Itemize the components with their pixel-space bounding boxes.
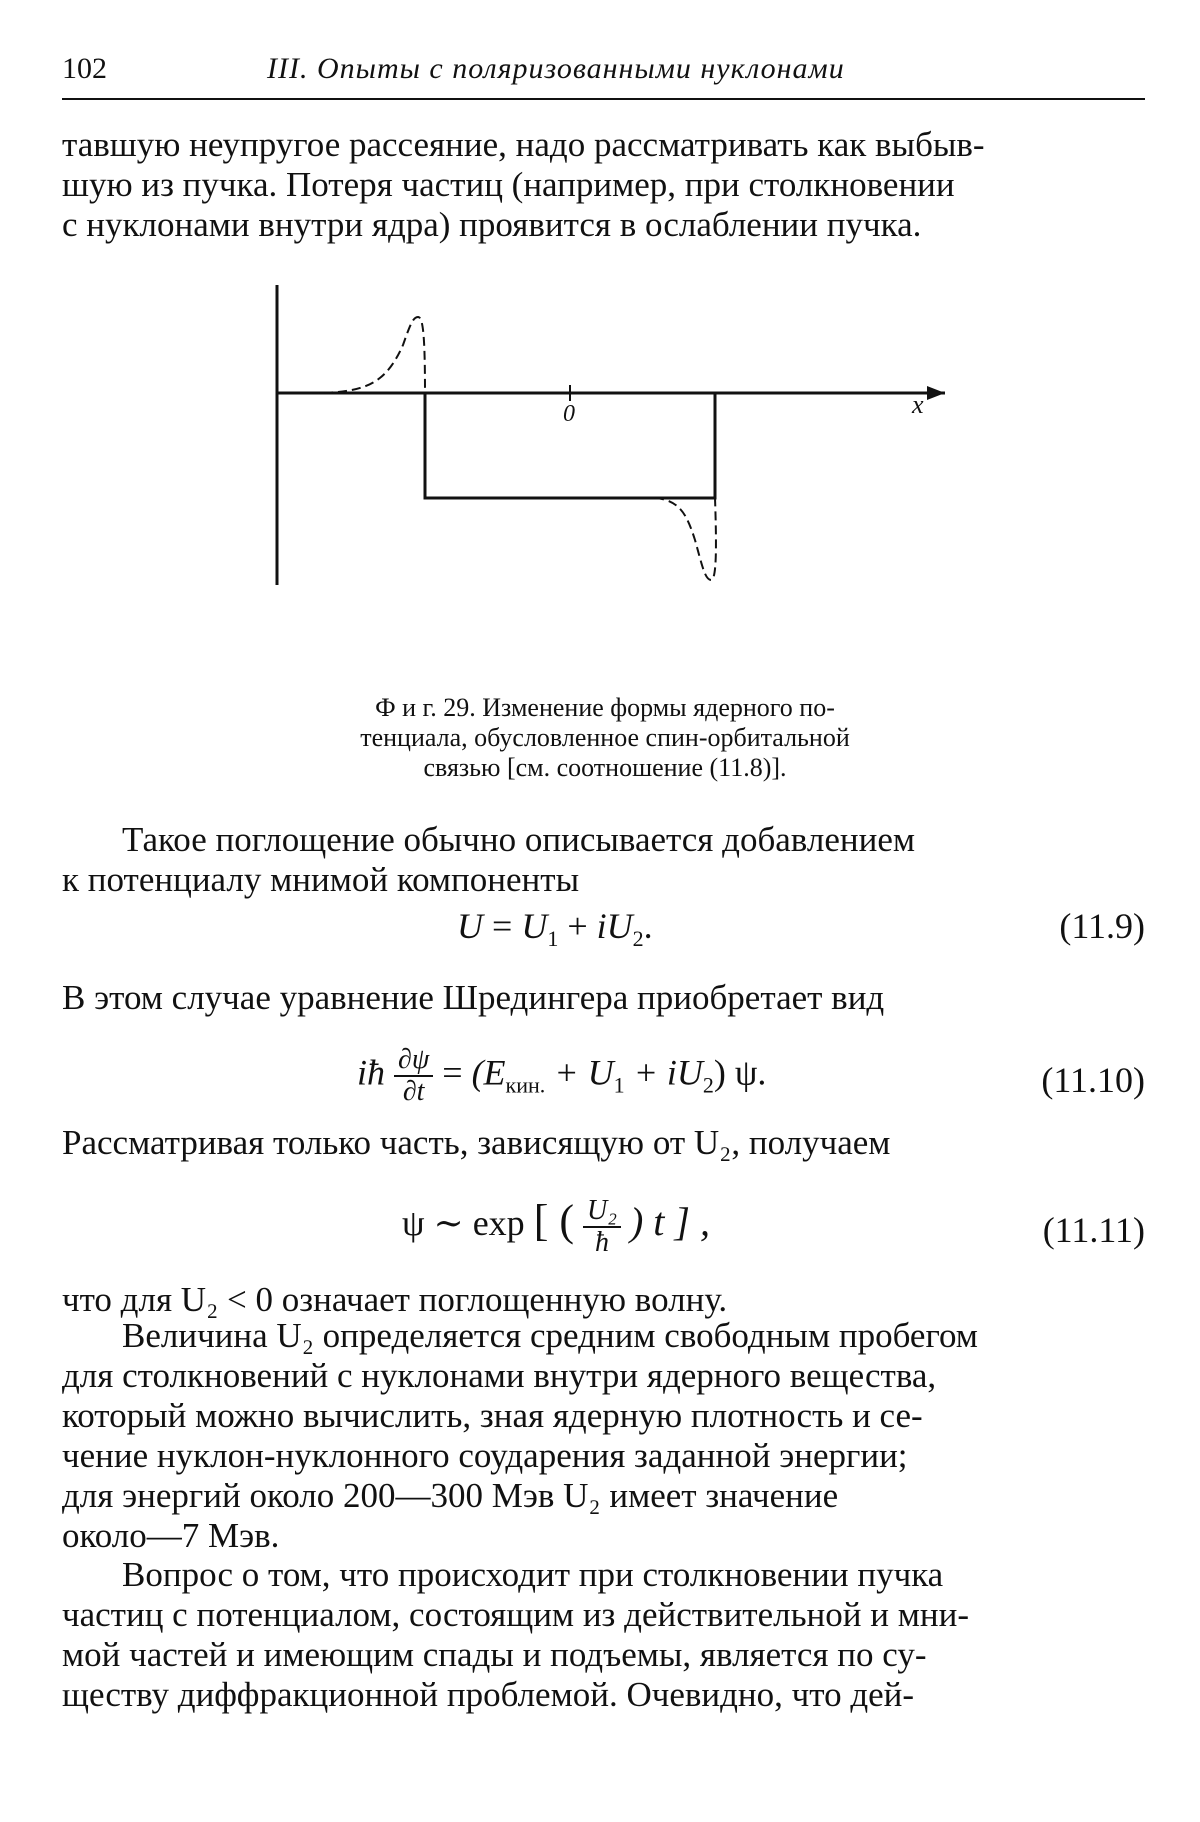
text-line: частиц с потенциалом, состоящим из действительной и мни-	[62, 1595, 970, 1634]
x-axis-arrowhead	[927, 386, 945, 400]
paragraph-3	[62, 978, 1145, 1018]
eq-subscript: 2	[702, 1072, 714, 1098]
text-line: для энергий около 200—300 Мэв U₂ имеет значение	[62, 1476, 839, 1515]
eq-term: + iU	[633, 1052, 703, 1093]
equation-number: (11.11)	[1042, 1210, 1145, 1250]
eq-operator: =	[442, 1052, 463, 1093]
text-line: около—7 Мэв.	[62, 1516, 280, 1555]
text-line: мой частей и имеющим спады и подъемы, является по су-	[62, 1635, 927, 1674]
paragraph-6	[62, 1316, 1145, 1556]
figure-29-potential-diagram	[255, 285, 955, 685]
equation-number: (11.9)	[1059, 906, 1145, 946]
text-line: шую из пучка. Потеря частиц (например, при столкновении	[62, 165, 955, 204]
text-line: для столкновений с нуклонами внутри ядерного вещества,	[62, 1356, 937, 1395]
paragraph-7	[62, 1555, 1145, 1715]
equation-11-11	[62, 1195, 1145, 1275]
text-line: Такое поглощение обычно описывается добавлением	[122, 820, 916, 859]
eq-fraction	[394, 1045, 433, 1107]
page-header	[62, 52, 1145, 98]
paragraph-1	[62, 125, 1145, 245]
eq-lhs: U	[457, 906, 483, 946]
figure-caption	[255, 693, 955, 783]
eq-subscript: 1	[547, 926, 559, 952]
text-line: к потенциалу мнимой компоненты	[62, 860, 580, 899]
eq-tail: .	[643, 906, 653, 946]
eq-tail: ) ψ.	[713, 1052, 767, 1093]
eq-term: U	[521, 906, 548, 946]
eq-subscript: 1	[613, 1072, 625, 1098]
eq-fraction	[583, 1196, 621, 1258]
x-axis-label: x	[912, 390, 924, 419]
eq-subscript: 2	[632, 926, 644, 952]
eq-subscript: кин.	[505, 1072, 546, 1098]
paragraph-2	[62, 820, 1145, 900]
text-line: Вопрос о том, что происходит при столкновении пучка	[122, 1555, 944, 1594]
equation-number: (11.10)	[1041, 1060, 1145, 1100]
eq-term: + U	[554, 1052, 614, 1093]
eq-prefix: iħ	[357, 1052, 386, 1093]
eq-term: (E	[471, 1052, 506, 1093]
text-line: чение нуклон-нуклонного соударения заданной энергии;	[62, 1436, 908, 1475]
origin-label: 0	[563, 401, 575, 427]
eq-bracket-open: [ (	[533, 1196, 574, 1245]
text-line: тавшую неупругое рассеяние, надо рассматривать как выбыв-	[62, 125, 985, 164]
eq-term: iU	[596, 906, 633, 946]
paragraph-5	[62, 1280, 1145, 1320]
caption-line: Ф и г. 29. Изменение формы ядерного по-	[375, 693, 835, 722]
eq-operator: +	[567, 906, 588, 946]
equation-11-10	[62, 1045, 1145, 1115]
fraction-denominator: ħ	[594, 1226, 609, 1258]
running-head: III. Опыты с поляризованными нуклонами	[267, 52, 845, 85]
eq-lhs: ψ ∼ exp	[402, 1203, 525, 1243]
text-line: что для U₂ < 0 означает поглощенную волну.	[62, 1280, 728, 1319]
fraction-numerator: ∂ψ	[394, 1045, 433, 1077]
fraction-numerator: U₂	[583, 1196, 621, 1228]
fraction-denominator: ∂t	[402, 1076, 425, 1107]
text-line: Рассматривая только часть, зависящую от U₂, получаем	[62, 1123, 891, 1162]
equation-11-9: $U = U_1 + iU_2$. (11.9)	[457, 906, 1145, 952]
text-line: В этом случае уравнение Шредингера приобретает вид	[62, 978, 885, 1017]
text-line: ществу диффракционной проблемой. Очевидно, что дей-	[62, 1675, 915, 1714]
caption-line: связью [см. соотношение (11.8)].	[423, 753, 787, 782]
eq-bracket-close: ) t ] ,	[629, 1199, 710, 1244]
text-line: который можно вычислить, зная ядерную плотность и се-	[62, 1396, 923, 1435]
page-number: 102	[62, 52, 107, 85]
header-rule	[62, 98, 1145, 100]
left-bump-dashed	[310, 317, 425, 393]
right-dip-dashed	[655, 498, 716, 580]
text-line: с нуклонами внутри ядра) проявится в ослаблении пучка.	[62, 205, 922, 244]
text-line: Величина U₂ определяется средним свободным пробегом	[122, 1316, 978, 1355]
paragraph-4	[62, 1123, 1145, 1163]
caption-line: тенциала, обусловленное спин-орбитальной	[360, 723, 850, 752]
